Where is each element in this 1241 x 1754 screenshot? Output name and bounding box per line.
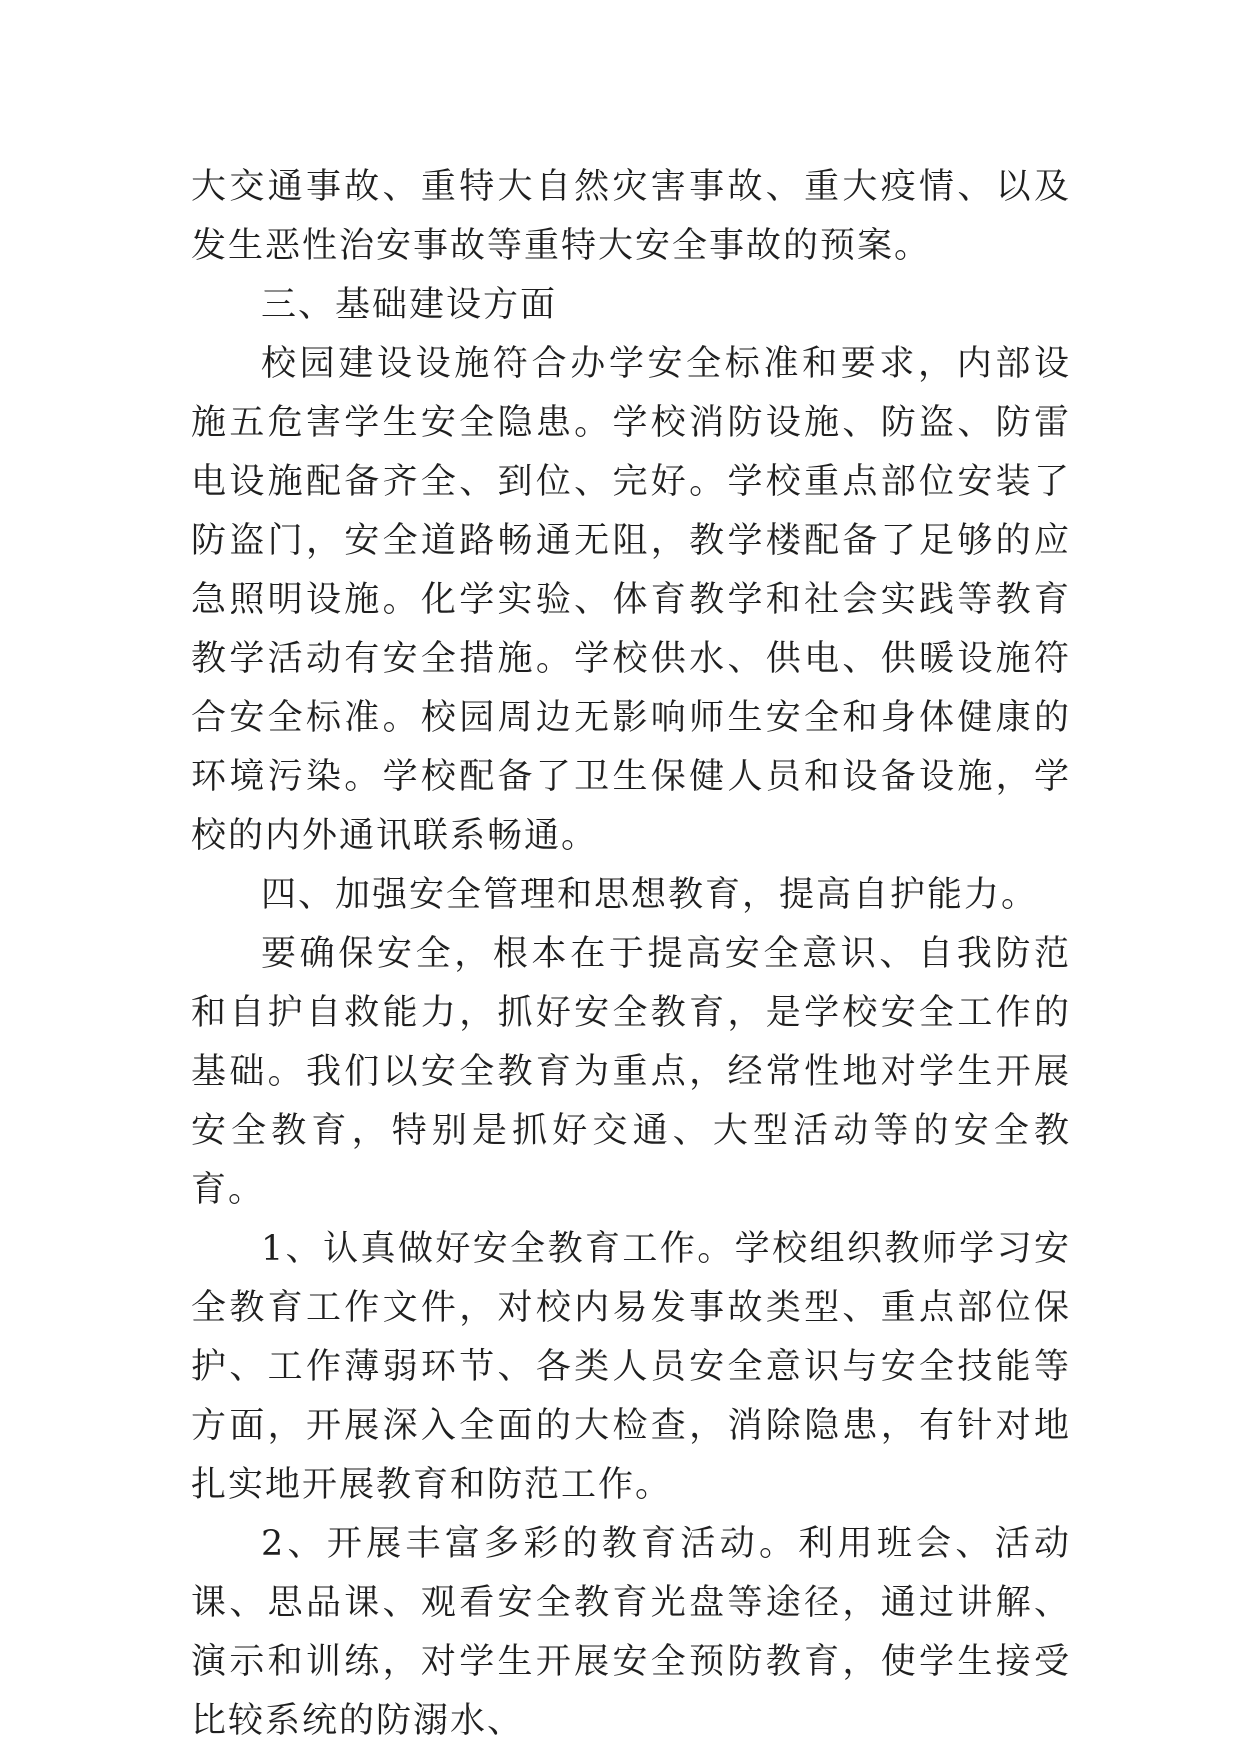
paragraph-safety-education-work: 1、认真做好安全教育工作。学校组织教师学习安全教育工作文件，对校内易发事故类型、重点部位保护、工作薄弱环节、各类人员安全意识与安全技能等方面，开展深入全面的大检查，消除隐患，有针对地扎实地开展教育和防范工作。 (191, 1229, 1071, 1505)
paragraph-accident-plans: 大交通事故、重特大自然灾害事故、重大疫情、以及发生恶性治安事故等重特大安全事故的预案。 (191, 167, 1071, 266)
paragraph-education-activities: 2、开展丰富多彩的教育活动。利用班会、活动课、思品课、观看安全教育光盘等途径，通过讲解、演示和训练，对学生开展安全预防教育，使学生接受比较系统的防溺水、 (191, 1524, 1071, 1741)
document-body (191, 158, 1071, 1751)
section-heading-safety-management: 四、加强安全管理和思想教育，提高自护能力。 (261, 875, 1039, 915)
paragraph-campus-facilities: 校园建设设施符合办学安全标准和要求，内部设施五危害学生安全隐患。学校消防设施、防盗、防雷电设施配备齐全、到位、完好。学校重点部位安装了防盗门，安全道路畅通无阻，教学楼配备了足够的应急照明设施。化学实验、体育教学和社会实践等教育教学活动有安全措施。学校供水、供电、供暖设施符合安全标准。校园周边无影响师生安全和身体健康的环境污染。学校配备了卫生保健人员和设备设施，学校的内外通讯联系畅通。 (191, 344, 1071, 856)
section-heading-infrastructure: 三、基础建设方面 (261, 285, 558, 325)
paragraph-safety-awareness: 要确保安全，根本在于提高安全意识、自我防范和自护自救能力，抓好安全教育，是学校安全工作的基础。我们以安全教育为重点，经常性地对学生开展安全教育，特别是抓好交通、大型活动等的安全教育。 (191, 934, 1071, 1210)
